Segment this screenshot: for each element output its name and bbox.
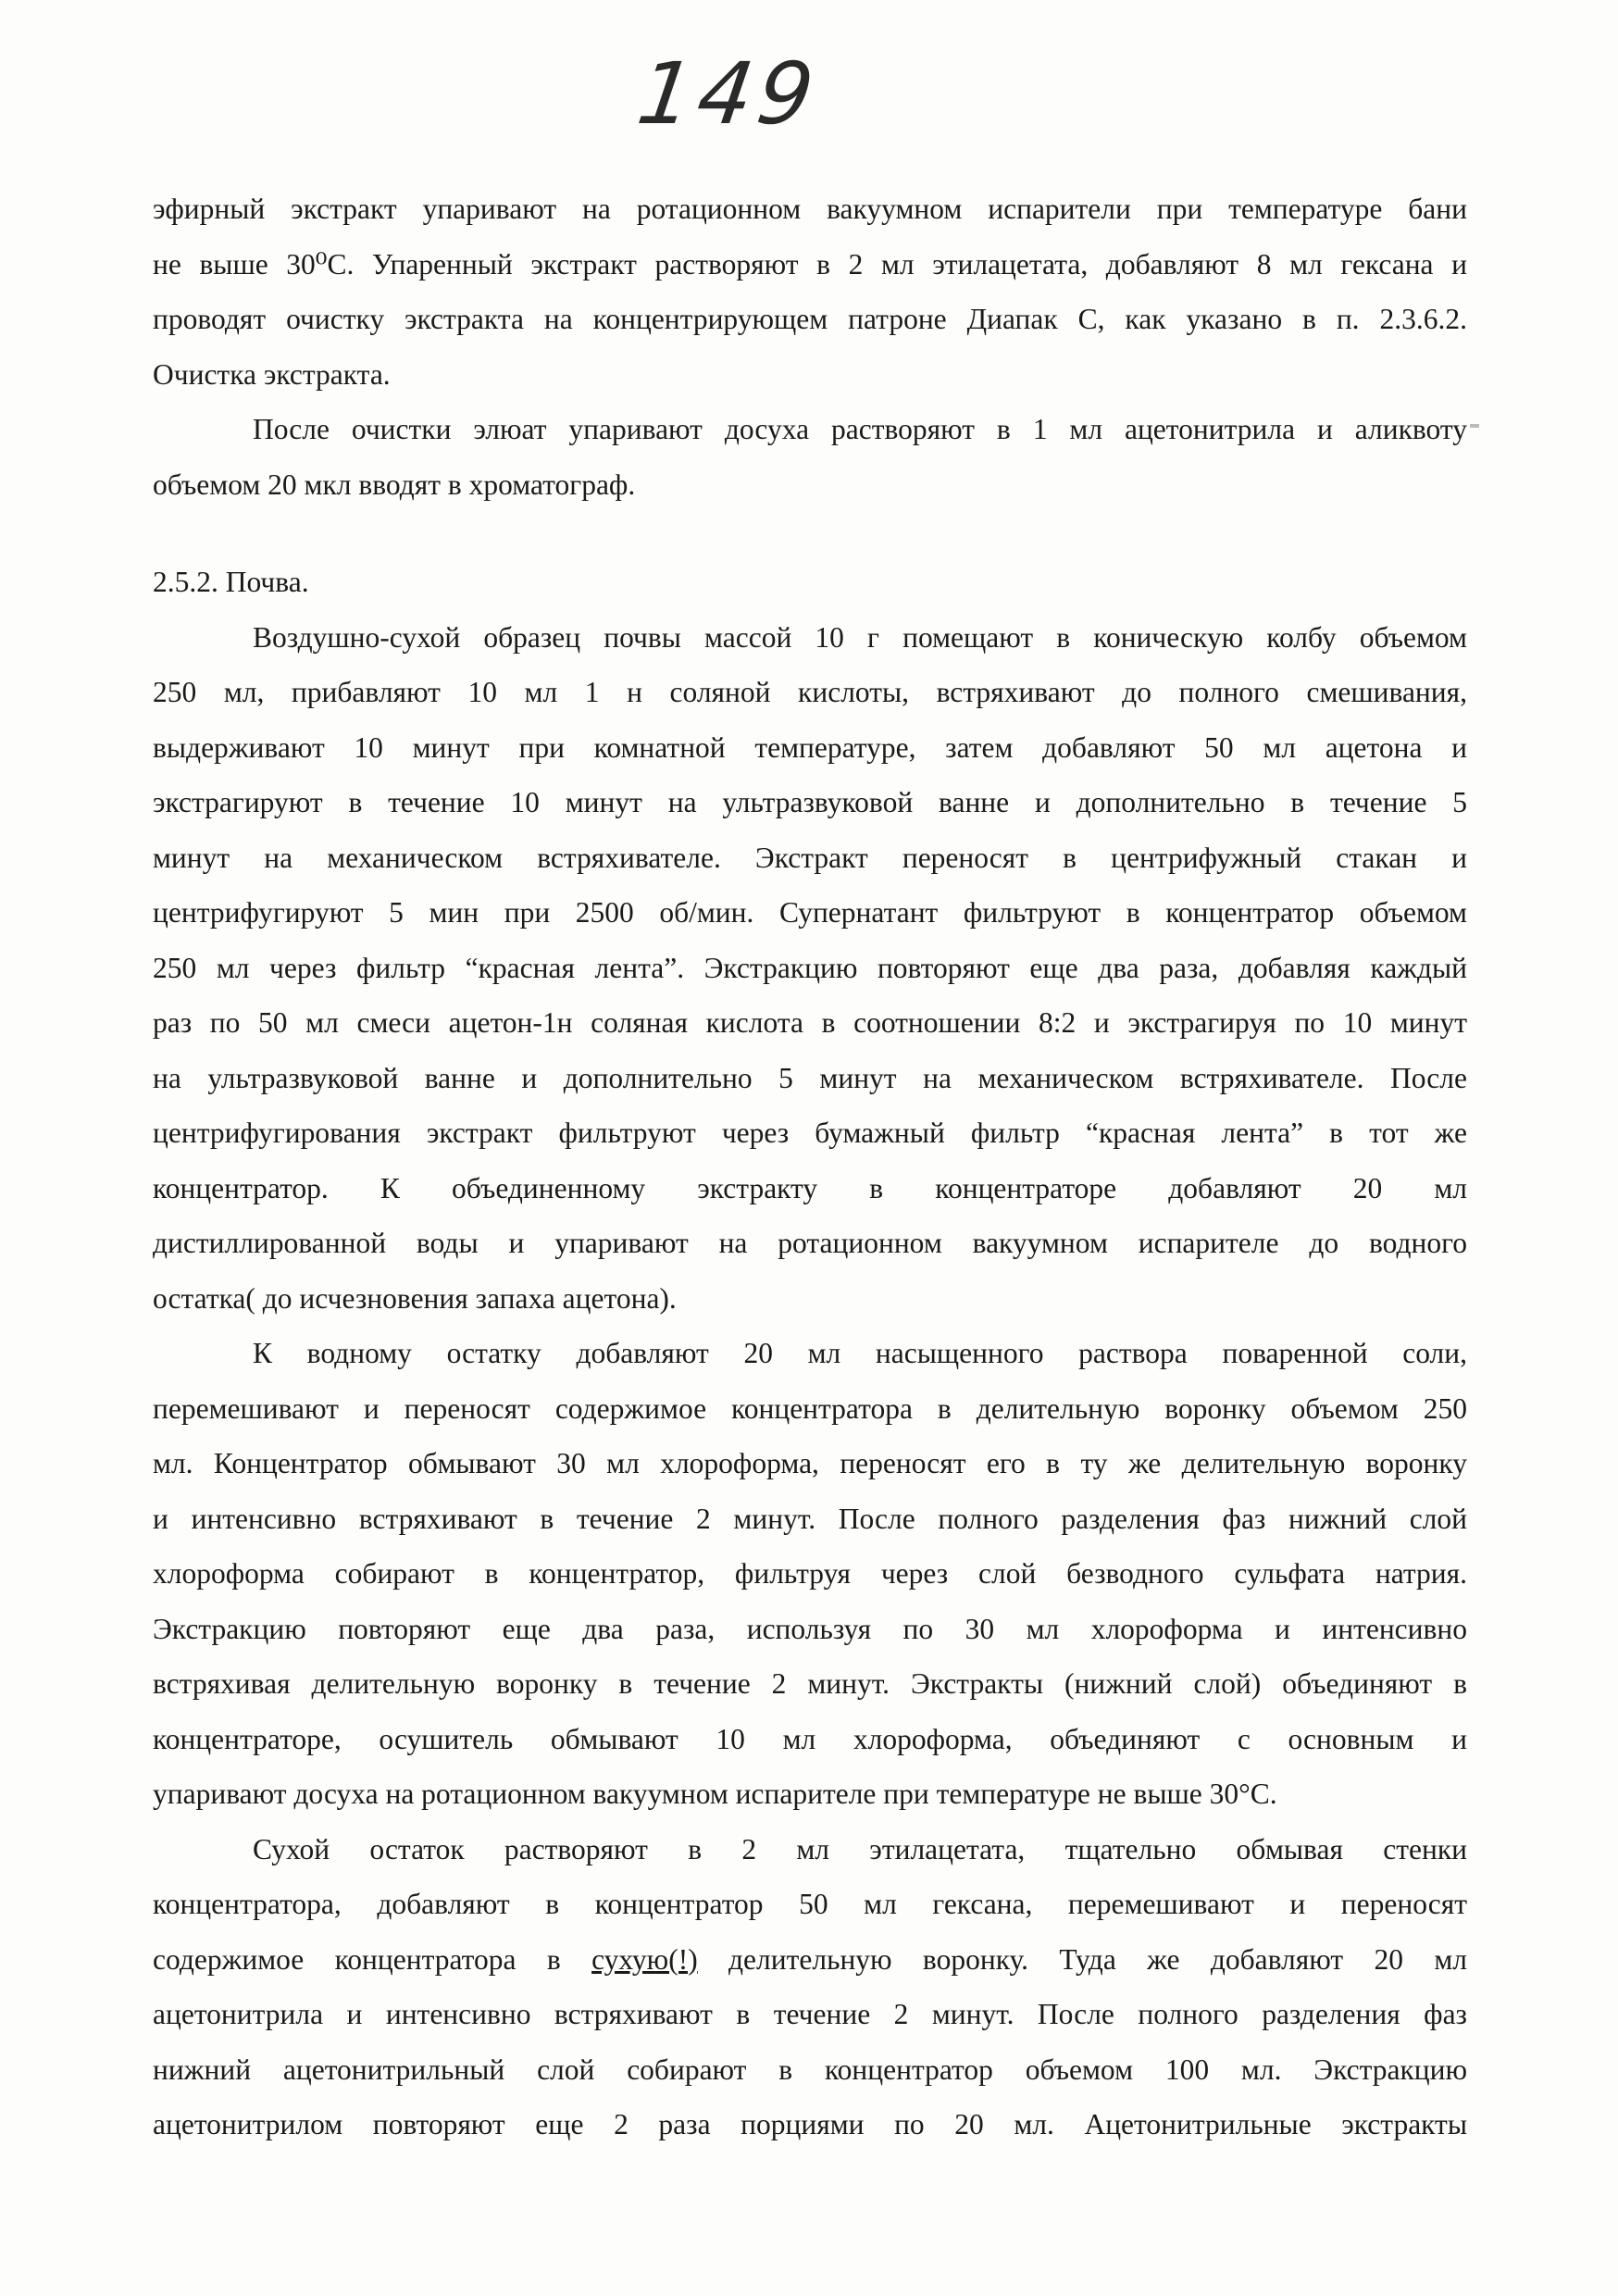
text-line: выдерживают 10 минут при комнатной температуре, затем добавляют 50 мл ацетона и — [153, 730, 1467, 764]
text-line: ацетонитрилом повторяют еще 2 раза порциями по 20 мл. Ацетонитрильные экстракты — [153, 2108, 1467, 2140]
paragraph — [153, 402, 1467, 512]
text-line: 250 мл через фильтр “красная лента”. Экстракцию повторяют еще два раза, добавляя каждый — [153, 951, 1467, 984]
paragraph — [153, 1822, 1467, 2152]
text-segment: содержимое концентратора в — [153, 1942, 592, 1976]
underlined-word: сухую(!) — [591, 1942, 698, 1976]
document-body — [153, 181, 1467, 2152]
text-line: центрифугирования экстракт фильтруют через бумажный фильтр “красная лента” в тот же — [153, 1117, 1467, 1149]
text-line: 250 мл, прибавляют 10 мл 1 н соляной кислоты, встряхивают до полного смешивания, — [153, 676, 1467, 708]
text-line: Сухой остаток растворяют в 2 мл этилацетата, тщательно обмывая стенки — [253, 1832, 1467, 1866]
text-line: Воздушно-сухой образец почвы массой 10 г помещают в коническую колбу объемом — [253, 620, 1467, 654]
text-line: проводят очистку экстракта на концентрирующем патроне Диапак С, как указано в п. 2.3.6.2. — [153, 303, 1467, 335]
text-segment: делительную воронку. Туда же добавляют 20 мл — [697, 1942, 1467, 1976]
text-line: После очистки элюат упаривают досуха растворяют в 1 мл ацетонитрила и аликвоту — [253, 413, 1467, 445]
paragraph — [153, 181, 1467, 402]
text-line: и интенсивно встряхивают в течение 2 минут. После полного разделения фаз нижний слой — [153, 1502, 1467, 1535]
text-line: эфирный экстракт упаривают на ротационном вакуумном испарители при температуре бани — [153, 193, 1467, 225]
text-line: Экстракцию повторяют еще два раза, используя по 30 мл хлороформа и интенсивно — [153, 1612, 1467, 1645]
text-line: нижний ацетонитрильный слой собирают в концентратор объемом 100 мл. Экстракцию — [153, 2053, 1467, 2086]
text-line: на ультразвуковой ванне и дополнительно 5 минут на механическом встряхивателе. После — [153, 1061, 1467, 1094]
text-line: концентратор. К объединенному экстракту в концентраторе добавляют 20 мл — [153, 1171, 1467, 1204]
text-line: упаривают досуха на ротационном вакуумном испарителе при температуре не выше 30°С. — [153, 1778, 1277, 1810]
text-line: ацетонитрила и интенсивно встряхивают в течение 2 минут. После полного разделения фаз — [153, 1998, 1467, 2030]
text-line: раз по 50 мл смеси ацетон-1н соляная кислота в соотношении 8:2 и экстрагируя по 10 минут — [153, 1006, 1467, 1039]
text-line: мл. Концентратор обмывают 30 мл хлороформа, переносят его в ту же делительную воронку — [153, 1447, 1467, 1479]
text-line: перемешивают и переносят содержимое концентратора в делительную воронку объемом 250 — [153, 1391, 1467, 1425]
text-line: не выше 30⁰С. Упаренный экстракт растворяют в 2 мл этилацетата, добавляют 8 мл гексана и — [153, 247, 1467, 281]
text-line: встряхивая делительную воронку в течение 2 минут. Экстракты (нижний слой) объединяют в — [153, 1667, 1467, 1700]
text-line: минут на механическом встряхивателе. Экстракт переносят в центрифужный стакан и — [153, 841, 1467, 874]
text-line: дистиллированной воды и упаривают на ротационном вакуумном испарителе до водного — [153, 1227, 1467, 1259]
paragraph — [153, 1326, 1467, 1822]
text-line: К водному остатку добавляют 20 мл насыщенного раствора поваренной соли, — [253, 1337, 1467, 1369]
text-line: остатка( до исчезновения запаха ацетона). — [153, 1281, 677, 1315]
text-line-with-underline — [153, 1932, 1467, 1988]
text-line: концентратора, добавляют в концентратор 50 мл гексана, перемешивают и переносят — [153, 1888, 1467, 1920]
spacer — [153, 512, 1467, 555]
paragraph — [153, 610, 1467, 1327]
page-number: 149 — [631, 44, 826, 144]
text-line: концентраторе, осушитель обмывают 10 мл хлороформа, объединяют с основным и — [153, 1722, 1467, 1755]
scan-artifact — [1470, 424, 1479, 428]
text-line: центрифугируют 5 мин при 2500 об/мин. Супернатант фильтруют в концентратор объемом — [153, 896, 1467, 929]
text-line: хлороформа собирают в концентратор, фильтруя через слой безводного сульфата натрия. — [153, 1557, 1467, 1590]
text-line: Очистка экстракта. — [153, 357, 391, 391]
text-line: объемом 20 мкл вводят в хроматограф. — [153, 468, 636, 501]
text-line: экстрагируют в течение 10 минут на ультразвуковой ванне и дополнительно в течение 5 — [153, 786, 1467, 818]
section-heading: 2.5.2. Почва. — [153, 566, 309, 598]
